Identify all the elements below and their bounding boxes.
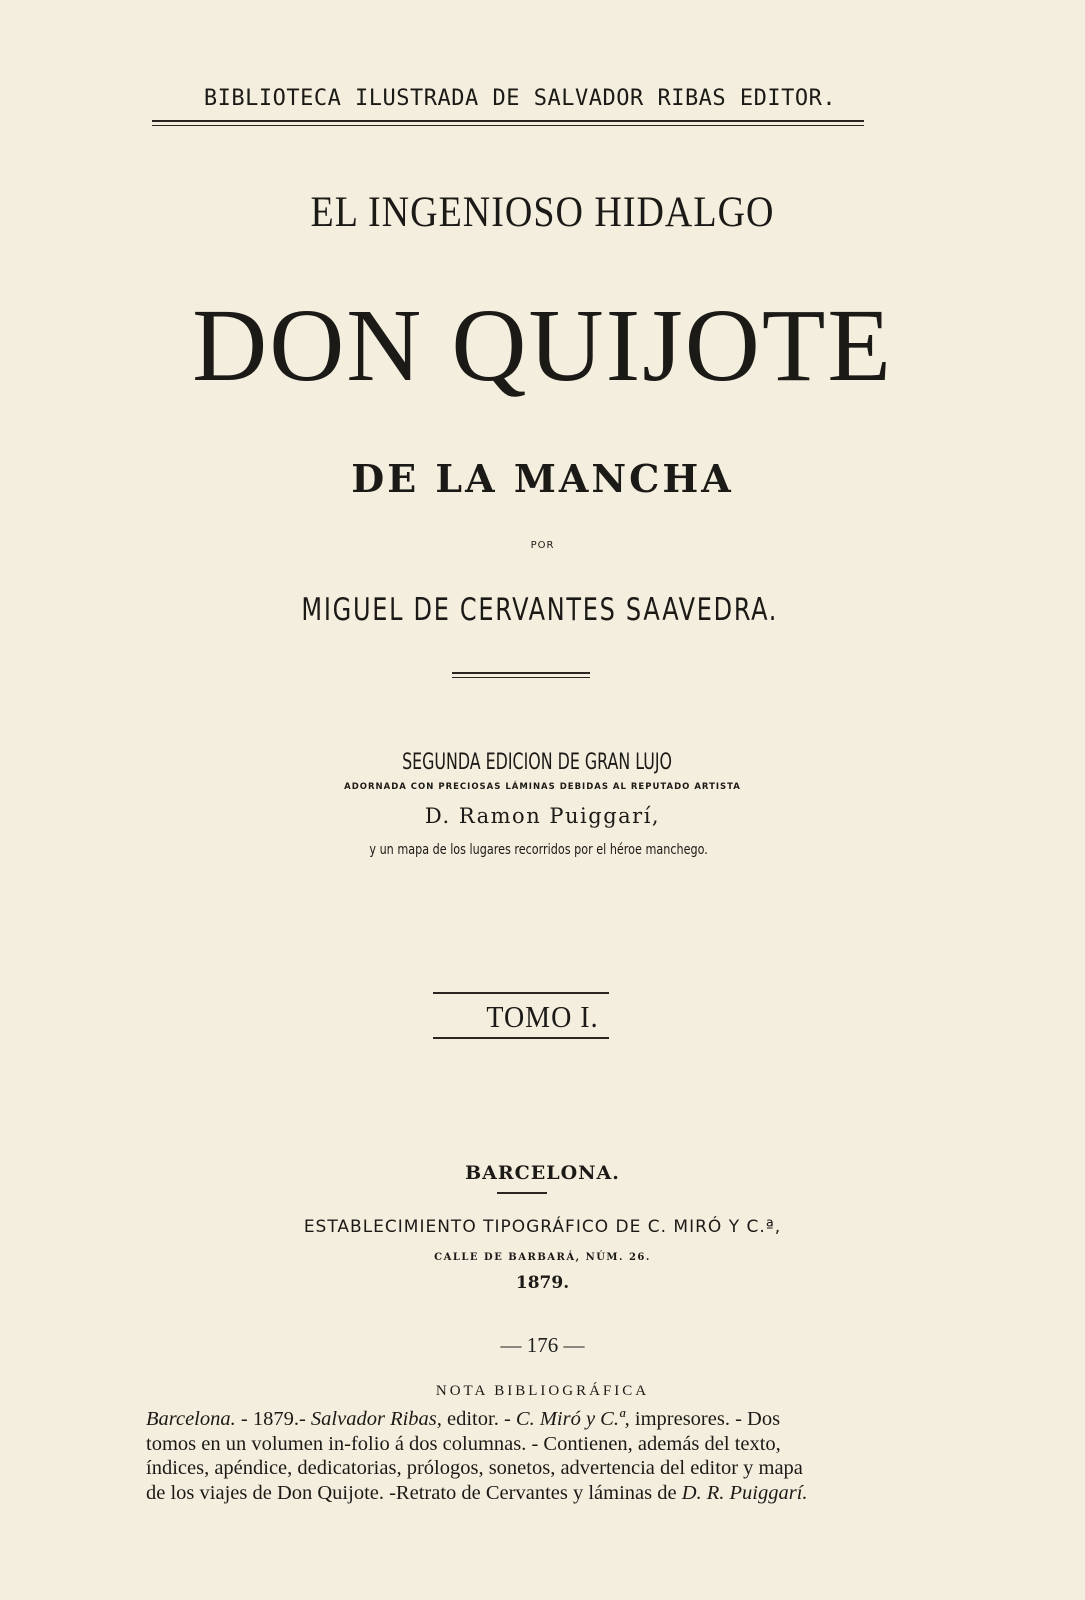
note-line — [146, 1456, 898, 1481]
series-rule-top — [152, 120, 864, 122]
edition-label: SEGUNDA EDICION DE GRAN LUJO — [402, 750, 672, 775]
ornament-rule-1 — [452, 672, 590, 674]
title-line-3: DE LA MANCHA — [351, 456, 734, 501]
imprint-city: BARCELONA. — [465, 1162, 620, 1184]
note-run: - 1879.- — [235, 1408, 311, 1430]
note-run: Barcelona. — [146, 1408, 236, 1430]
note-run: Salvador Ribas, — [310, 1408, 442, 1430]
note-heading: NOTA BIBLIOGRÁFICA — [435, 1383, 650, 1399]
volume-rule-top — [433, 992, 609, 994]
note-run: tomos en un volumen in-folio á dos columnas. - Contienen, además del texto, — [146, 1432, 781, 1455]
note-run: de los viajes de Don Quijote. -Retrato de Cervantes y láminas de — [146, 1481, 682, 1504]
imprint-street: CALLE DE BARBARÁ, NÚM. 26. — [434, 1252, 651, 1263]
imprint-printer: ESTABLECIMIENTO TIPOGRÁFICO DE C. MIRÓ Y C.ª, — [303, 1217, 782, 1237]
series-rule-bottom — [152, 125, 864, 126]
ornament-rule-2 — [452, 677, 590, 678]
note-run: impresores. - Dos — [629, 1408, 781, 1430]
map-note: y un mapa de los lugares recorridos por el héroe manchego. — [369, 842, 708, 858]
volume-rule-bottom — [433, 1037, 609, 1039]
bibliographic-note — [146, 1407, 898, 1505]
note-run: D. R. Puiggarí. — [681, 1481, 808, 1504]
title-line-1: EL INGENIOSO HIDALGO — [310, 187, 775, 237]
artist-name: D. Ramon Puiggarí, — [424, 804, 661, 828]
volume-label: TOMO I. — [486, 1000, 599, 1035]
series-header: BIBLIOTECA ILUSTRADA DE SALVADOR RIBAS EDITOR. — [203, 86, 837, 111]
note-line — [146, 1481, 898, 1506]
adornment-note: ADORNADA CON PRECIOSAS LÁMINAS DEBIDAS AL REPUTADO ARTISTA — [344, 782, 741, 792]
note-run: C. Miró y C.ª, — [515, 1408, 630, 1430]
note-run: editor. - — [441, 1408, 516, 1430]
page-number: — 176 — — [500, 1333, 585, 1357]
note-line — [146, 1432, 898, 1457]
city-ornament — [497, 1192, 547, 1194]
main-title: DON QUIJOTE — [192, 288, 893, 403]
author-name: MIGUEL DE CERVANTES SAAVEDRA. — [301, 592, 779, 628]
note-line — [146, 1407, 898, 1432]
imprint-year: 1879. — [515, 1273, 570, 1293]
note-run: índices, apéndice, dedicatorias, prólogos, sonetos, advertencia del editor y mapa — [146, 1457, 803, 1479]
by-label: POR — [530, 540, 555, 551]
